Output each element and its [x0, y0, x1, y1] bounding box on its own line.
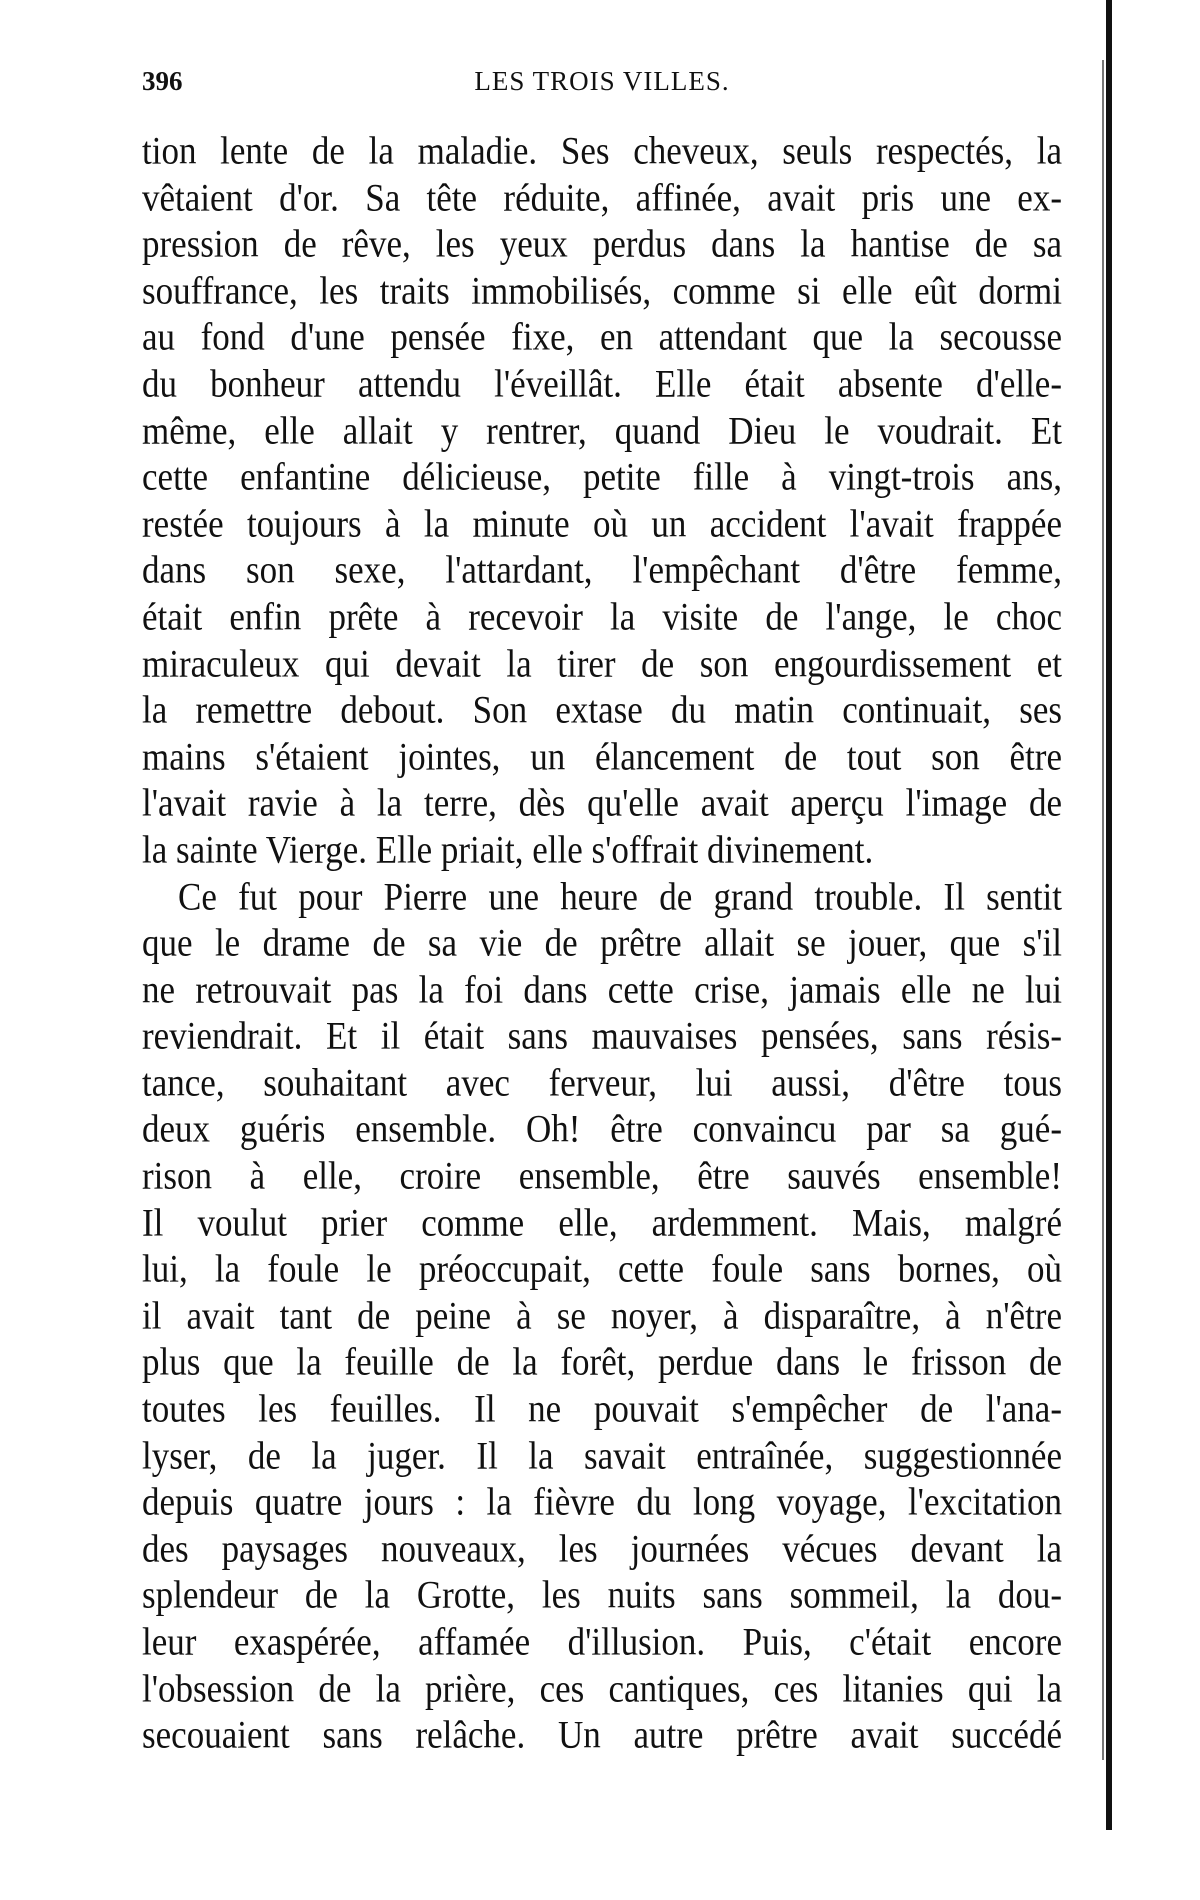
text-line: Ce fut pour Pierre une heure de grand trouble. Il sentit — [178, 874, 1062, 918]
text-line: dans son sexe, l'attardant, l'empêchant d'être femme, — [142, 547, 1062, 592]
text-line: l'obsession de la prière, ces cantiques, ces litanies qui la — [142, 1666, 1062, 1710]
text-line: plus que la feuille de la forêt, perdue dans le frisson de — [142, 1340, 1062, 1384]
running-title: LES TROIS VILLES. — [474, 66, 730, 96]
scan-page-edge — [1106, 0, 1112, 1830]
text-line: toutes les feuilles. Il ne pouvait s'empêcher de l'ana- — [142, 1386, 1062, 1431]
text-line: souffrance, les traits immobilisés, comme si elle eût dormi — [142, 268, 1062, 313]
text-line: la sainte Vierge. Elle priait, elle s'offrait divinement. — [142, 827, 874, 872]
text-line: même, elle allait y rentrer, quand Dieu le voudrait. Et — [142, 408, 1062, 452]
text-line: lyser, de la juger. Il la savait entraînée, suggestionnée — [142, 1433, 1062, 1477]
text-line: était enfin prête à recevoir la visite de l'ange, le choc — [142, 594, 1062, 639]
text-line: reviendrait. Et il était sans mauvaises pensées, sans résis- — [142, 1013, 1062, 1058]
text-line: lui, la foule le préoccupait, cette foule sans bornes, où — [142, 1246, 1062, 1291]
text-line: du bonheur attendu l'éveillât. Elle était absente d'elle- — [142, 361, 1062, 406]
text-line: vêtaient d'or. Sa tête réduite, affinée, avait pris une ex- — [142, 175, 1062, 219]
text-line: Il voulut prier comme elle, ardemment. Mais, malgré — [142, 1200, 1062, 1244]
scan-edge-shadow — [1102, 60, 1104, 1760]
running-header — [142, 66, 1062, 106]
text-line: depuis quatre jours : la fièvre du long voyage, l'excitation — [142, 1479, 1062, 1524]
text-line: au fond d'une pensée fixe, en attendant que la secousse — [142, 314, 1062, 359]
text-line: que le drame de sa vie de prêtre allait se jouer, que s'il — [142, 920, 1062, 965]
text-line: la remettre debout. Son extase du matin continuait, ses — [142, 687, 1062, 732]
text-line: splendeur de la Grotte, les nuits sans sommeil, la dou- — [142, 1572, 1062, 1617]
text-line: leur exaspérée, affamée d'illusion. Puis, c'était encore — [142, 1619, 1062, 1664]
text-line: il avait tant de peine à se noyer, à disparaître, à n'être — [142, 1293, 1062, 1338]
page-body-text — [142, 128, 1062, 1759]
text-line: tance, souhaitant avec ferveur, lui aussi, d'être tous — [142, 1060, 1062, 1105]
text-line: des paysages nouveaux, les journées vécues devant la — [142, 1526, 1062, 1571]
text-line: pression de rêve, les yeux perdus dans la hantise de sa — [142, 221, 1062, 266]
page-number: 396 — [142, 66, 183, 96]
text-line: deux guéris ensemble. Oh! être convaincu par sa gué- — [142, 1107, 1062, 1151]
text-line: mains s'étaient jointes, un élancement de tout son être — [142, 734, 1062, 778]
text-line: secouaient sans relâche. Un autre prêtre avait succédé — [142, 1712, 1062, 1757]
text-line: miraculeux qui devait la tirer de son engourdissement et — [142, 641, 1062, 685]
text-line: l'avait ravie à la terre, dès qu'elle avait aperçu l'image de — [142, 780, 1062, 825]
text-line: tion lente de la maladie. Ses cheveux, seuls respectés, la — [142, 128, 1062, 173]
text-line: rison à elle, croire ensemble, être sauvés ensemble! — [142, 1153, 1062, 1198]
text-line: ne retrouvait pas la foi dans cette crise, jamais elle ne lui — [142, 967, 1062, 1011]
text-line: restée toujours à la minute où un accident l'avait frappée — [142, 501, 1062, 545]
text-line: cette enfantine délicieuse, petite fille à vingt-trois ans, — [142, 454, 1062, 499]
